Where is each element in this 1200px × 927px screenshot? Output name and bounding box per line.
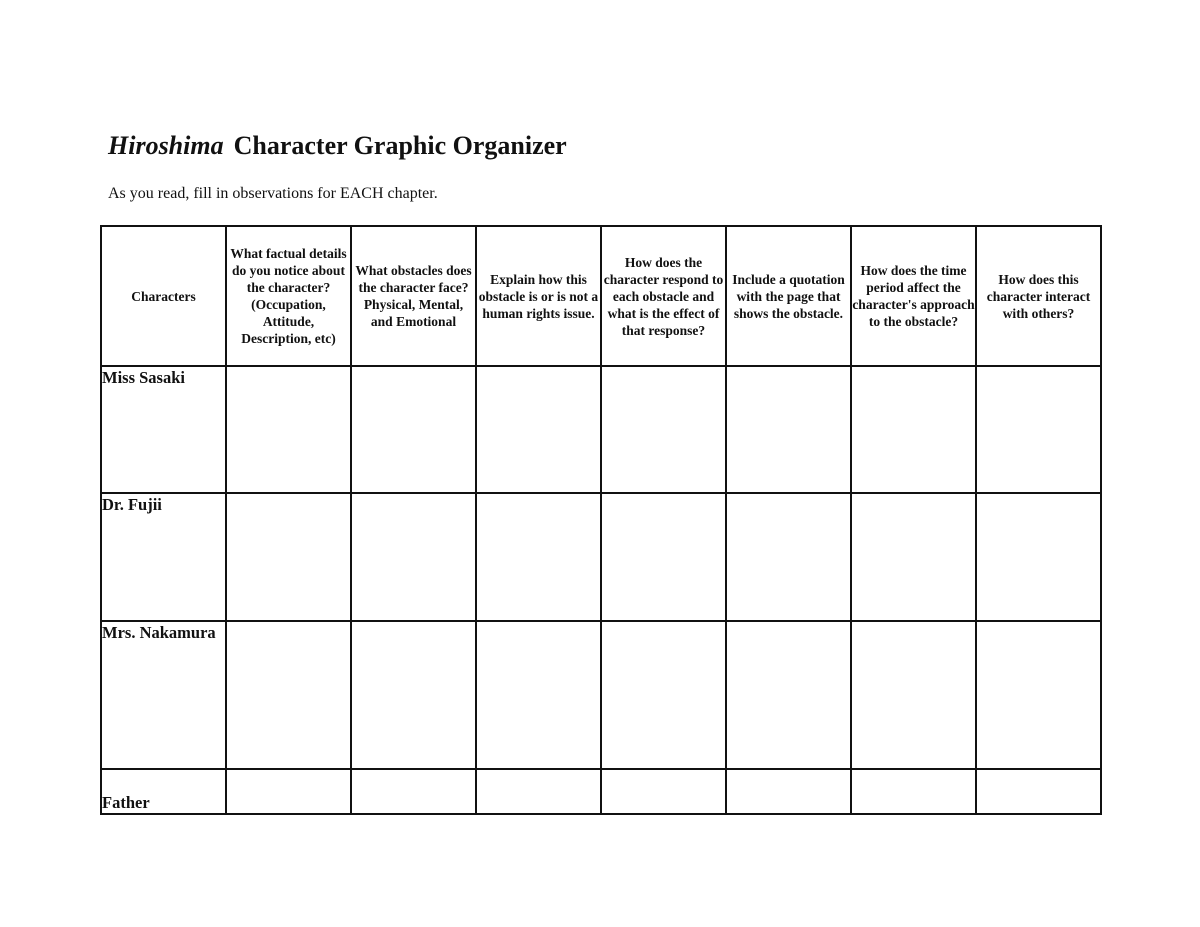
table-row — [101, 769, 1101, 814]
answer-cell[interactable] — [601, 621, 726, 769]
page-title — [108, 128, 567, 164]
answer-cell[interactable] — [351, 493, 476, 621]
answer-cell[interactable] — [976, 493, 1101, 621]
answer-cell[interactable] — [851, 493, 976, 621]
answer-cell[interactable] — [851, 621, 976, 769]
header-factual-details: What factual details do you notice about the character? (Occupation, Attitude, Description, etc) — [226, 226, 351, 366]
title-book-name: Hiroshima — [108, 131, 224, 160]
answer-cell[interactable] — [226, 366, 351, 493]
answer-cell[interactable] — [226, 769, 351, 814]
table-row — [101, 621, 1101, 769]
answer-cell[interactable] — [726, 493, 851, 621]
character-name: Mrs. Nakamura — [101, 621, 226, 769]
answer-cell[interactable] — [476, 366, 601, 493]
header-time-period: How does the time period affect the character's approach to the obstacle? — [851, 226, 976, 366]
answer-cell[interactable] — [726, 366, 851, 493]
answer-cell[interactable] — [351, 769, 476, 814]
answer-cell[interactable] — [226, 621, 351, 769]
answer-cell[interactable] — [476, 621, 601, 769]
table-row — [101, 493, 1101, 621]
character-name: Miss Sasaki — [101, 366, 226, 493]
instructions-text: As you read, fill in observations for EACH chapter. — [108, 185, 438, 202]
header-row — [101, 226, 1101, 366]
answer-cell[interactable] — [601, 493, 726, 621]
character-name: Father — [101, 769, 226, 814]
answer-cell[interactable] — [851, 366, 976, 493]
header-response: How does the character respond to each obstacle and what is the effect of that response? — [601, 226, 726, 366]
header-human-rights: Explain how this obstacle is or is not a human rights issue. — [476, 226, 601, 366]
answer-cell[interactable] — [351, 621, 476, 769]
answer-cell[interactable] — [601, 366, 726, 493]
title-text: Character Graphic Organizer — [233, 131, 567, 160]
character-organizer-table — [100, 225, 1102, 815]
answer-cell[interactable] — [476, 493, 601, 621]
header-obstacles: What obstacles does the character face? Physical, Mental, and Emotional — [351, 226, 476, 366]
answer-cell[interactable] — [476, 769, 601, 814]
answer-cell[interactable] — [851, 769, 976, 814]
table-row — [101, 366, 1101, 493]
header-quotation: Include a quotation with the page that shows the obstacle. — [726, 226, 851, 366]
character-name: Dr. Fujii — [101, 493, 226, 621]
answer-cell[interactable] — [976, 366, 1101, 493]
answer-cell[interactable] — [351, 366, 476, 493]
answer-cell[interactable] — [601, 769, 726, 814]
header-interaction: How does this character interact with others? — [976, 226, 1101, 366]
answer-cell[interactable] — [976, 621, 1101, 769]
answer-cell[interactable] — [726, 621, 851, 769]
answer-cell[interactable] — [976, 769, 1101, 814]
answer-cell[interactable] — [726, 769, 851, 814]
answer-cell[interactable] — [226, 493, 351, 621]
header-characters: Characters — [101, 226, 226, 366]
